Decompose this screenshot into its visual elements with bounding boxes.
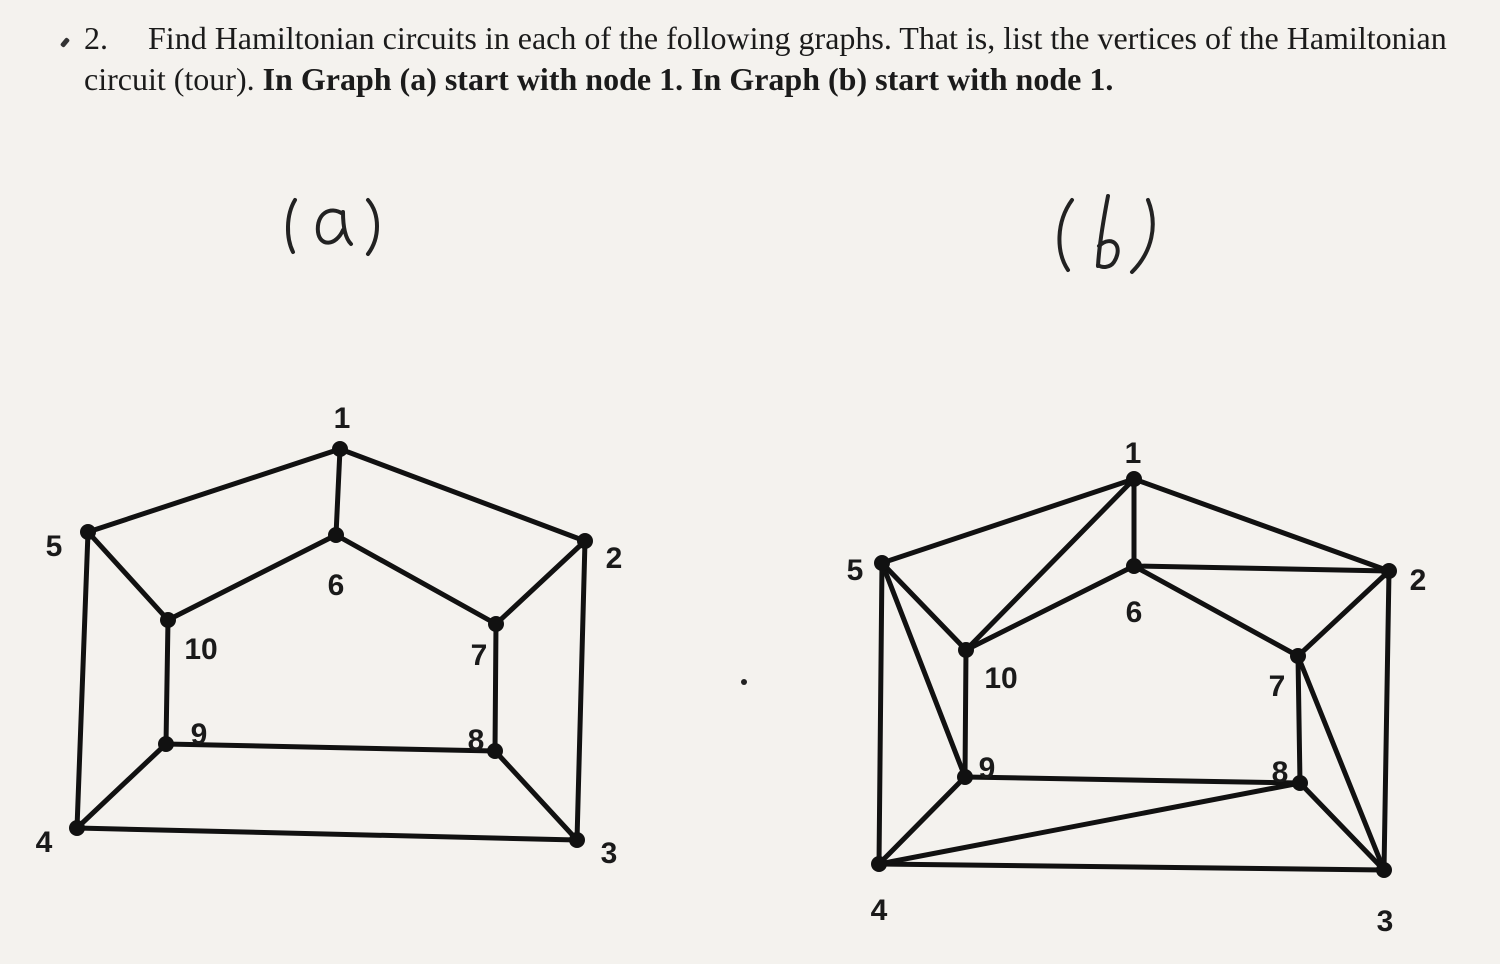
graph-b-vertex-label-8: 8 xyxy=(1271,755,1289,789)
graph-a-vertex-label-1: 1 xyxy=(333,401,351,435)
graph-b-vertex-10 xyxy=(958,642,974,658)
graph-a-edge-3-4 xyxy=(77,828,577,840)
graph-b xyxy=(847,437,1427,938)
graph-b-vertex-label-10: 10 xyxy=(984,661,1018,695)
graph-b-edge-3-4 xyxy=(879,864,1384,870)
question-number: 2. xyxy=(84,20,108,56)
graph-a-vertex-label-6: 6 xyxy=(327,568,345,602)
graph-a-edge-4-9 xyxy=(77,744,166,828)
graph-a-vertex-2 xyxy=(577,533,593,549)
graph-a-edge-3-8 xyxy=(495,751,577,840)
graph-a-edge-2-3 xyxy=(577,541,585,840)
graph-b-edge-6-10 xyxy=(966,566,1134,650)
graph-b-vertex-label-1: 1 xyxy=(1124,436,1142,470)
graph-a-vertex-1 xyxy=(332,441,348,457)
graph-a-vertex-label-7: 7 xyxy=(470,638,488,672)
graph-b-edge-3-7 xyxy=(1298,656,1384,870)
graph-a-vertex-label-3: 3 xyxy=(600,836,618,870)
graph-b-vertex-8 xyxy=(1292,775,1308,791)
graph-a-edge-2-7 xyxy=(496,541,585,624)
graph-a-vertex-8 xyxy=(487,743,503,759)
graph-a-vertex-label-2: 2 xyxy=(605,541,623,575)
graph-a-edge-1-2 xyxy=(340,449,585,541)
graph-b-edge-7-8 xyxy=(1298,656,1300,783)
graph-b-edge-5-9 xyxy=(882,563,965,777)
graph-b-vertex-1 xyxy=(1126,471,1142,487)
graph-a-edge-1-5 xyxy=(88,449,340,532)
graph-a-vertex-label-5: 5 xyxy=(45,529,63,563)
graph-b-edge-5-10 xyxy=(882,563,966,650)
graph-b-edge-1-2 xyxy=(1134,479,1389,571)
graph-b-vertex-3 xyxy=(1376,862,1392,878)
caption-b-handwritten xyxy=(1059,196,1152,272)
graph-a-vertex-10 xyxy=(160,612,176,628)
graph-b-vertex-6 xyxy=(1126,558,1142,574)
graph-a-vertex-3 xyxy=(569,832,585,848)
graph-a-vertex-7 xyxy=(488,616,504,632)
graph-a-vertex-4 xyxy=(69,820,85,836)
graph-b-vertex-7 xyxy=(1290,648,1306,664)
graph-b-edge-6-7 xyxy=(1134,566,1298,656)
graph-a xyxy=(36,402,623,870)
stray-dot xyxy=(741,679,747,685)
graph-b-edge-2-7 xyxy=(1298,571,1389,656)
graph-a-edge-6-7 xyxy=(336,535,496,624)
graph-b-edge-2-3 xyxy=(1384,571,1389,870)
graph-a-edge-8-9 xyxy=(166,744,495,751)
graph-b-vertex-5 xyxy=(874,555,890,571)
graph-a-vertex-label-9: 9 xyxy=(190,717,208,751)
graph-b-edge-9-10 xyxy=(965,650,966,777)
graph-a-edge-9-10 xyxy=(166,620,168,744)
instruction-graph-a: In Graph (a) start with node 1. xyxy=(262,61,684,97)
graph-b-vertex-2 xyxy=(1381,563,1397,579)
graph-b-edge-3-8 xyxy=(1300,783,1384,870)
graph-a-edge-1-6 xyxy=(336,449,340,535)
graph-b-vertex-4 xyxy=(871,856,887,872)
graph-a-vertex-label-8: 8 xyxy=(467,723,485,757)
question-prompt: Find Hamiltonian circuits in each of the following graphs. That is, list the vertices of the Hamiltonian circuit (tour). xyxy=(84,20,1447,97)
graph-a-edge-4-5 xyxy=(77,532,88,828)
graph-a-edge-6-10 xyxy=(168,535,336,620)
graph-b-vertex-label-9: 9 xyxy=(978,751,996,785)
graph-b-vertex-label-7: 7 xyxy=(1268,669,1286,703)
graph-a-vertex-9 xyxy=(158,736,174,752)
graph-b-vertex-9 xyxy=(957,769,973,785)
graph-b-vertex-label-4: 4 xyxy=(870,893,888,927)
graph-a-vertex-5 xyxy=(80,524,96,540)
instruction-graph-b: In Graph (b) start with node 1. xyxy=(691,61,1114,97)
graph-b-edge-2-6 xyxy=(1134,566,1389,571)
graph-a-vertex-label-10: 10 xyxy=(184,632,218,666)
caption-a-handwritten xyxy=(288,200,377,254)
graph-b-vertex-label-2: 2 xyxy=(1409,563,1427,597)
graph-a-vertex-label-4: 4 xyxy=(35,825,53,859)
graph-b-vertex-label-6: 6 xyxy=(1125,595,1143,629)
graph-a-vertex-6 xyxy=(328,527,344,543)
graph-b-vertex-label-5: 5 xyxy=(846,553,864,587)
graph-b-vertex-label-3: 3 xyxy=(1376,904,1394,938)
graph-b-edge-4-5 xyxy=(879,563,882,864)
graph-b-edge-8-9 xyxy=(965,777,1300,783)
graph-a-edge-5-10 xyxy=(88,532,168,620)
graph-b-edge-4-8 xyxy=(879,783,1300,864)
graph-a-edge-7-8 xyxy=(495,624,496,751)
